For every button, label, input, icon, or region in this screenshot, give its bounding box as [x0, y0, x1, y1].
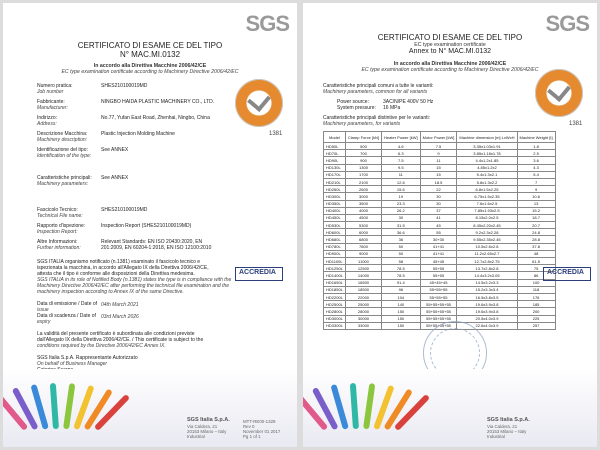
- table-cell: 3.85x1.18x1.78: [457, 150, 517, 157]
- table-cell: 7.5: [382, 157, 421, 164]
- table-cell: 24.8: [517, 229, 555, 236]
- table-cell: 104: [382, 293, 421, 300]
- table-row: [324, 265, 556, 272]
- table-cell: 75: [517, 265, 555, 272]
- field-label: Fabbricante:: [37, 99, 65, 105]
- table-cell: 9.55x2.35x2.45: [457, 236, 517, 243]
- table-row: [324, 272, 556, 279]
- table-row: [324, 164, 556, 171]
- table-body: [324, 143, 556, 330]
- certificate-title: CERTIFICATO DI ESAME CE DEL TIPO: [77, 41, 223, 50]
- footer-address: 20153 Milano – Italy: [487, 429, 527, 434]
- table-cell: 3000: [345, 193, 381, 200]
- table-cell: HD300L: [324, 193, 346, 200]
- table-cell: HD450L: [324, 214, 346, 221]
- table-row: [324, 286, 556, 293]
- table-cell: 28.8: [517, 236, 555, 243]
- table-cell: 1300: [345, 164, 381, 171]
- notified-body-number: 1381: [269, 131, 283, 137]
- table-cell: 55+55+55+55: [420, 322, 457, 329]
- table-cell: 200: [517, 308, 555, 315]
- field-label-en: Address:: [37, 121, 57, 127]
- table-cell: 2.5: [517, 150, 555, 157]
- table-row: [324, 236, 556, 243]
- table-cell: 4500: [345, 214, 381, 221]
- footer-company: SGS Italia S.p.A.: [187, 417, 230, 423]
- field-label: Numero pratica:: [37, 83, 73, 89]
- table-cell: 7800: [345, 243, 381, 250]
- table-cell: 22000: [345, 293, 381, 300]
- table-cell: 3500: [345, 200, 381, 207]
- table-cell: HD1650L: [324, 279, 346, 286]
- table-cell: 26.2: [382, 207, 421, 214]
- table-cell: 11: [420, 157, 457, 164]
- para-line: ispezionata la macchina, in accordo all'Allegato IX della Direttiva 2006/42/CE,: [37, 265, 209, 271]
- table-cell: 150: [382, 322, 421, 329]
- table-cell: HD2200L: [324, 293, 346, 300]
- table-header-cell: Model: [324, 132, 346, 143]
- variant-params-title-en: Machinery parameters, for variants: [323, 121, 401, 127]
- pressure-value: 16 MPa: [383, 105, 401, 111]
- table-cell: HD780L: [324, 243, 346, 250]
- table-row: [324, 258, 556, 265]
- table-cell: 257: [517, 322, 555, 329]
- table-cell: 37: [420, 207, 457, 214]
- para-line: SGS ITALIA organismo notificato (n.1381) esaminato il fascicolo tecnico e: [37, 259, 201, 265]
- table-cell: HD400L: [324, 207, 346, 214]
- table-cell: 15.2: [517, 207, 555, 214]
- annex-title: CERTIFICATO DI ESAME CE DEL TIPO: [377, 33, 523, 42]
- notified-body-number: 1381: [569, 121, 583, 127]
- table-row: [324, 301, 556, 308]
- table-cell: 37.8: [517, 243, 555, 250]
- table-row: [324, 200, 556, 207]
- field-value: See ANNEX: [101, 147, 129, 153]
- table-cell: 6.3: [382, 150, 421, 157]
- table-cell: HD680L: [324, 236, 346, 243]
- table-cell: 9: [420, 150, 457, 157]
- sgs-logo: SGS: [245, 11, 289, 36]
- directive-it: In accordo alla Direttiva Macchine 2006/42/CE: [393, 61, 507, 67]
- annex-number: Annex to N° MAC.MI.0132: [408, 48, 492, 55]
- table-cell: 6800: [345, 236, 381, 243]
- table-row: [324, 143, 556, 150]
- field-label-en: Technical File name:: [37, 213, 83, 219]
- table-row: [324, 222, 556, 229]
- table-cell: HD170L: [324, 171, 346, 178]
- table-cell: 36.6: [382, 229, 421, 236]
- table-cell: 4.6: [382, 143, 421, 150]
- field-label: Descrizione Macchina:: [37, 131, 88, 137]
- table-cell: 13: [517, 200, 555, 207]
- table-cell: 30+30: [420, 236, 457, 243]
- footer-address: Via Caldera, 21: [487, 424, 518, 429]
- table-cell: 15.2x3.3x3.4: [457, 286, 517, 293]
- table-cell: 6.8x1.5x2.25: [457, 186, 517, 193]
- field-label-en: Job number: [37, 89, 64, 95]
- power-value: 3AC/N/PE 400V 50 Hz: [383, 99, 434, 105]
- table-row: [324, 308, 556, 315]
- table-cell: HD90L: [324, 157, 346, 164]
- table-cell: 18.7: [517, 214, 555, 221]
- table-cell: 15.6: [382, 186, 421, 193]
- table-header-cell: Machine dimension [m] LxWxH: [457, 132, 517, 143]
- table-cell: 13.7x2.8x2.8: [457, 265, 517, 272]
- table-cell: 225: [517, 315, 555, 322]
- table-cell: HD2800L: [324, 308, 346, 315]
- footer-ref: November 01 2017: [243, 429, 281, 434]
- table-cell: 96: [382, 286, 421, 293]
- table-cell: HD1400L: [324, 272, 346, 279]
- expiry-date-label: Data di scadenza / Date of: [37, 313, 96, 319]
- table-cell: 41: [420, 214, 457, 221]
- variant-params-title: Caratteristiche principali distintive per le varianti:: [323, 115, 430, 121]
- table-cell: 19.6x3.9x3.8: [457, 308, 517, 315]
- validity-line: dall'Allegato IX della Direttiva 2006/42/CE. / This certificate is subject to the: [37, 337, 204, 343]
- table-header-cell: Machine Weight [t]: [517, 132, 555, 143]
- table-row: [324, 171, 556, 178]
- table-cell: 10.5x2.6x2.8: [457, 243, 517, 250]
- table-cell: 4.85x1.2x2: [457, 164, 517, 171]
- table-row: [324, 214, 556, 221]
- table-row: [324, 150, 556, 157]
- table-cell: 86: [517, 272, 555, 279]
- table-cell: HD2500L: [324, 301, 346, 308]
- table-cell: 22.6x4.0x3.9: [457, 322, 517, 329]
- field-label-en: Identification of the type:: [37, 153, 92, 159]
- common-params-title-en: Machinery parameters, common for all variants: [323, 89, 428, 95]
- table-cell: 30: [420, 200, 457, 207]
- field-value: See ANNEX: [101, 175, 129, 181]
- table-cell: 78.5: [382, 272, 421, 279]
- table-cell: 9.2x2.3x2.28: [457, 229, 517, 236]
- footer-ref: MTT-RE00-1329: [243, 419, 276, 424]
- table-cell: 41+41: [420, 250, 457, 257]
- signatory-line: On behalf of Business Manager: [37, 361, 108, 367]
- table-cell: 15: [420, 164, 457, 171]
- table-cell: 55+55+55: [420, 293, 457, 300]
- table-cell: 55+55+55: [420, 286, 457, 293]
- table-cell: HD3000L: [324, 315, 346, 322]
- table-cell: 7.5: [420, 143, 457, 150]
- table-row: [324, 250, 556, 257]
- field-label-en: Inspection Report:: [37, 229, 78, 235]
- table-row: [324, 207, 556, 214]
- table-cell: HD900L: [324, 250, 346, 257]
- field-label: Fascicolo Tecnico:: [37, 207, 78, 213]
- footer-band: [303, 369, 597, 447]
- table-cell: 55: [420, 229, 457, 236]
- table-cell: 118: [517, 286, 555, 293]
- footer-address: 20153 Milano – Italy: [187, 429, 227, 434]
- expiry-date-label-en: expiry: [37, 319, 51, 325]
- table-cell: 9: [517, 186, 555, 193]
- table-cell: 14000: [345, 272, 381, 279]
- signatory-line: SGS Italia S.p.A. Rappresentante Autorizzato: [37, 355, 138, 361]
- table-cell: HD70L: [324, 150, 346, 157]
- field-label: Identificazione del tipo:: [37, 147, 88, 153]
- notified-body-seal: [235, 79, 283, 127]
- table-cell: 140: [382, 301, 421, 308]
- table-cell: 31.5: [382, 222, 421, 229]
- table-cell: 7.85x1.93x2.5: [457, 207, 517, 214]
- table-row: [324, 293, 556, 300]
- para-line: SGS ITALIA in its role of Notified Body (n.1381) states the type is in compliance with the: [37, 277, 232, 283]
- footer-address: Industrial: [487, 434, 505, 439]
- table-cell: 9.5: [382, 164, 421, 171]
- para-line: Machinery Directive 2006/42/EC after performing the technical file examination and the: [37, 283, 230, 289]
- table-cell: HD210L: [324, 178, 346, 185]
- accredia-text: ACCREDIA: [547, 269, 584, 276]
- table-cell: 7.6x1.6x2.5: [457, 200, 517, 207]
- field-label: Rapporto d'ispezione:: [37, 223, 86, 229]
- field-value: Relevant Standards: EN ISO 20430:2020, EN 201:2009, EN 60204-1:2018, EN ISO 12100:2010: [101, 239, 212, 251]
- field-label: Indirizzo:: [37, 115, 58, 121]
- table-cell: 8.15x2.0x2.5: [457, 214, 517, 221]
- issue-date-label: Data di emissione / Date of: [37, 301, 98, 307]
- para-line: machinery inspection according to Annex IX of the same Directive.: [37, 289, 184, 295]
- table-cell: 16500: [345, 279, 381, 286]
- table-cell: 19.6x3.9x3.8: [457, 301, 517, 308]
- table-cell: HD1100L: [324, 258, 346, 265]
- table-cell: 11000: [345, 258, 381, 265]
- table-cell: 18.5: [420, 178, 457, 185]
- table-cell: HD600L: [324, 229, 346, 236]
- validity-line: conditions required by the Directive 2006/42/EC Annex IX.: [37, 343, 166, 349]
- table-cell: 33000: [345, 322, 381, 329]
- table-cell: 16.5x3.8x3.5: [457, 293, 517, 300]
- table-cell: HD3300L: [324, 322, 346, 329]
- table-cell: 12.7x2.8x2.75: [457, 258, 517, 265]
- field-value: Inspection Report (SHES210100019MD): [101, 223, 192, 229]
- table-cell: 41+41: [420, 243, 457, 250]
- table-cell: 45+45+45: [420, 279, 457, 286]
- footer-address: Via Caldera, 21: [187, 424, 218, 429]
- table-cell: 12.6: [382, 178, 421, 185]
- table-cell: 150: [382, 308, 421, 315]
- table-cell: 6.75x1.5x2.35: [457, 193, 517, 200]
- table-cell: 11.2x2.65x2.7: [457, 250, 517, 257]
- table-cell: 30: [382, 214, 421, 221]
- variants-table: [323, 131, 556, 330]
- field-value: Plastic Injection Molding Machine: [101, 131, 175, 137]
- table-row: [324, 243, 556, 250]
- pressure-label: System pressure:: [337, 105, 376, 111]
- validity-line: La validità del presente certificato è subordinata alle condizioni previste: [37, 331, 195, 337]
- table-cell: 2600: [345, 186, 381, 193]
- notified-body-seal: [535, 69, 583, 117]
- footer-company: SGS Italia S.p.A.: [487, 417, 530, 423]
- certificate-number: N° MAC.MI.0132: [119, 50, 181, 59]
- annex-subtitle: EC type examination certificate: [414, 42, 486, 48]
- field-label-en: Machinery description:: [37, 137, 88, 143]
- table-row: [324, 186, 556, 193]
- common-params-title: Caratteristiche principali comuni a tutte le varianti:: [323, 83, 434, 89]
- table-cell: 30000: [345, 315, 381, 322]
- table-cell: 12500: [345, 265, 381, 272]
- table-cell: 3.35x1.03x1.91: [457, 143, 517, 150]
- table-cell: 18500: [345, 286, 381, 293]
- table-cell: 176: [517, 293, 555, 300]
- table-cell: 14.5x3.2x3.3: [457, 279, 517, 286]
- table-cell: 3.6: [517, 157, 555, 164]
- table-header-cell: Clamp Force [kN]: [345, 132, 381, 143]
- table-cell: 45+45: [420, 258, 457, 265]
- table-cell: 9000: [345, 250, 381, 257]
- expiry-date: 03rd March 2026: [101, 314, 139, 320]
- table-cell: 22: [420, 186, 457, 193]
- table-cell: 30: [420, 193, 457, 200]
- table-cell: 23.3: [382, 200, 421, 207]
- footer-address: Industrial: [187, 434, 205, 439]
- table-cell: 19: [382, 193, 421, 200]
- table-cell: HD530L: [324, 222, 346, 229]
- field-value: No.77, Yufan East Road, Zhenhai, Ningbo, China: [101, 115, 210, 121]
- table-cell: 8.45x2.20x2.45: [457, 222, 517, 229]
- table-cell: 700: [345, 150, 381, 157]
- footer-ref: Pg 1 of 1: [243, 434, 261, 439]
- directive-en: EC type examination certificate according to Machinery Directive 2006/42/EC: [361, 67, 539, 73]
- table-cell: HD130L: [324, 164, 346, 171]
- table-cell: HD1250L: [324, 265, 346, 272]
- table-cell: 45: [420, 222, 457, 229]
- table-cell: 28000: [345, 308, 381, 315]
- table-cell: 4.4x1.2x1.85: [457, 157, 517, 164]
- table-cell: 55+55: [420, 265, 457, 272]
- table-cell: HD350L: [324, 200, 346, 207]
- table-cell: 50: [382, 250, 421, 257]
- directive-it: In accordo alla Direttiva Macchine 2006/42/CE: [93, 63, 207, 69]
- table-cell: HD1850L: [324, 286, 346, 293]
- table-cell: 150: [382, 315, 421, 322]
- table-cell: 5300: [345, 222, 381, 229]
- table-header-row: [324, 132, 556, 143]
- field-value: SHES210100019MD: [101, 207, 148, 213]
- issue-date-label-en: issue: [37, 307, 49, 313]
- table-header-cell: Motor Power [kW]: [420, 132, 457, 143]
- directive-en: EC type examination certificate according to Machinery Directive 2006/42/EC: [61, 69, 239, 75]
- table-header-cell: Heater Power [kW]: [382, 132, 421, 143]
- field-label-en: Further information:: [37, 245, 81, 251]
- table-cell: 58: [382, 258, 421, 265]
- accredia-text: ACCREDIA: [239, 269, 276, 276]
- table-cell: 91.4: [382, 279, 421, 286]
- table-cell: 11: [382, 171, 421, 178]
- table-cell: HD260L: [324, 186, 346, 193]
- para-line: attesta che il tipo è conforme alle disposizioni della Direttiva medesima.: [37, 271, 195, 277]
- footer-ref: Rev 0: [243, 424, 255, 429]
- table-cell: 500: [345, 143, 381, 150]
- table-cell: 1700: [345, 171, 381, 178]
- table-cell: 14.4x3.2x3.05: [457, 272, 517, 279]
- table-cell: 78.5: [382, 265, 421, 272]
- field-label: Altre Informazioni:: [37, 239, 78, 245]
- table-cell: 61.5: [517, 258, 555, 265]
- field-label-en: Machinery parameters:: [37, 181, 89, 187]
- table-cell: 5.4: [517, 171, 555, 178]
- table-cell: 6000: [345, 229, 381, 236]
- certificate-page: [3, 3, 297, 447]
- table-row: [324, 157, 556, 164]
- table-cell: 48: [517, 250, 555, 257]
- table-row: [324, 229, 556, 236]
- field-value: NINGBO HAIDA PLASTIC MACHINERY CO., LTD.: [101, 99, 215, 105]
- table-cell: 185: [517, 301, 555, 308]
- table-cell: 10.6: [517, 193, 555, 200]
- table-cell: 1.8: [517, 143, 555, 150]
- field-label-en: Manufacturer:: [37, 105, 68, 111]
- table-cell: 55+55+55+55: [420, 301, 457, 308]
- table-row: [324, 178, 556, 185]
- table-cell: 55+55: [420, 272, 457, 279]
- table-cell: 20.7: [517, 222, 555, 229]
- table-row: [324, 279, 556, 286]
- sgs-logo: SGS: [545, 11, 589, 36]
- field-value: SHES210100019MD: [101, 83, 148, 89]
- table-cell: 100: [517, 279, 555, 286]
- table-row: [324, 315, 556, 322]
- table-cell: 900: [345, 157, 381, 164]
- table-cell: 36: [382, 236, 421, 243]
- table-cell: 5.4x1.3x2.1: [457, 171, 517, 178]
- table-cell: 55+55+55+55: [420, 308, 457, 315]
- field-label: Caratteristiche principali:: [37, 175, 92, 181]
- table-row: [324, 193, 556, 200]
- issue-date: 04th March 2021: [101, 302, 139, 308]
- annex-page: [303, 3, 597, 447]
- table-cell: 55+55+55+55: [420, 315, 457, 322]
- table-cell: 15: [420, 171, 457, 178]
- table-cell: 7: [517, 178, 555, 185]
- table-cell: 4000: [345, 207, 381, 214]
- table-cell: 50: [382, 243, 421, 250]
- power-label: Power source:: [337, 99, 369, 105]
- table-cell: 25000: [345, 301, 381, 308]
- table-cell: 5.8x1.3x2.2: [457, 178, 517, 185]
- table-cell: 2100: [345, 178, 381, 185]
- table-cell: 20.5x4.0x3.9: [457, 315, 517, 322]
- table-cell: HD50L: [324, 143, 346, 150]
- table-cell: 4.3: [517, 164, 555, 171]
